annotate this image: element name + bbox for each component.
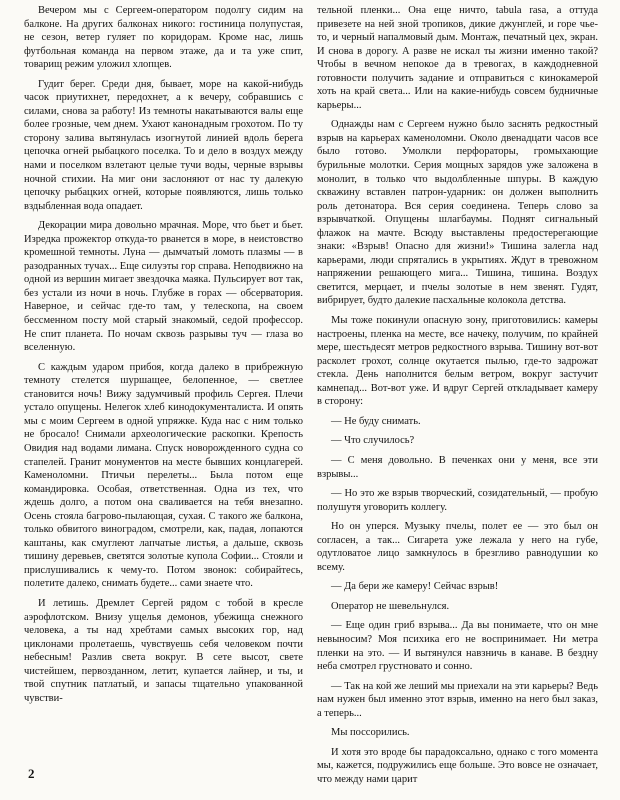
right-column bbox=[317, 4, 598, 785]
paragraph: Мы поссорились. bbox=[331, 727, 410, 739]
left-column bbox=[24, 4, 303, 756]
dialogue-line: — Так на кой же леший мы приехали на эти карьеры? Ведь нам нужен был именно этот взрыв, именно на него был заказ, а теперь... bbox=[317, 680, 598, 719]
paragraph: Однажды нам с Сергеем нужно было заснять редкостный взрыв на карьерах каменоломни. Около двенадцати часов все было готово. Умолкли перфораторы, громыхающие бурильные молотки. Серия мощных зарядов уже заложена в монолит, в только что выдолбленные шпуры. В каждую скважину вставлен патрон-ударник: он должен выполнить роль детонатора. Вся серия соединена. Теперь слово за взрывчаткой. Опущены шлагбаумы. Поднят сигнальный флажок на мачте. Всюду выставлены предостерегающие знаки: «Взрыв! Опасно для жизни!» Тишина залегла над карьерами, люди спрятались в укрытиях. Ждут в тревожном напряжении решающего мига... Тишина, тишина. Воздух светится, мерцает, и пчелы золотые в нем звенят. Гудят, вибрирует, будто далекие пасхальные колокола детства. bbox=[317, 119, 598, 307]
paragraph: Вечером мы с Сергеем-оператором подолгу сидим на балконе. На других балконах никого: гостиница полупустая, не сезон, ветер гуляет по коридорам. Кроме нас, лишь футбольная команда на первом этаже, да и та уже спит, товарищ режим уложил хлопцев. bbox=[24, 5, 303, 71]
dialogue-line: — Не буду снимать. bbox=[331, 415, 421, 427]
dialogue-line: — Но это же взрыв творческий, созидательный, — пробую полушутя уговорить коллегу. bbox=[317, 488, 598, 513]
dialogue-line: — С меня довольно. В печенках они у меня, все эти взрывы... bbox=[317, 454, 598, 480]
paragraph: Но он уперся. Музыку пчелы, полет ее — это был он согласен, а так... Сигарета уже лежала у него на губе, одутловатое лицо замкнулось в брезгливо равнодушии ко всему. bbox=[317, 521, 598, 573]
dialogue-line: — Что случилось? bbox=[331, 435, 415, 447]
paragraph: Оператор не шевельнулся. bbox=[331, 600, 450, 612]
paragraph: Гудит берег. Среди дня, бывает, море на какой-нибудь часок приутихнет, передохнет, а к вечеру, собравшись с силами, снова за работу! Из темноты накатываются валы еще более грозные, чем днем. Ухают канонадным грохотом. По ту сторону залива вытянулась изогнутой линией вдоль берега цепочка огней рыбацкого поселка. То и дело в воздух между нами и поселком взлетают целые тучи воды, черные взрывы ночной стихии. На миг они заслоняют от нас ту далекую цепочку рыбацких огней, которые появляются, лишь только вздыбленная вода опадает. bbox=[24, 78, 303, 212]
paragraph: Декорации мира довольно мрачная. Море, что бьет и бьет. Изредка прожектор откуда-то рванется в море, в неистовство кромешной темноты. Луна — дымчатый ломоть плазмы — в разодранных тучах... Еще силуэты гор справа. Неподвижно на одной из вершин мигает звездочка маяка. Пульсирует вот так, без устали из ночи в ночь. Глубже в горах — обсерватория. Наверное, и сейчас где-то там, у телескопа, на своем бессменном посту мой старый знакомый, седой профессор. Не спит планета. По ночам сквозь разрывы туч — глаза во вселенную. bbox=[24, 220, 303, 354]
dialogue-line: — Еще один гриб взрыва... Да вы понимаете, что он мне невыносим? Моя психика его не воспринимает. Ни метра пленки на это. — И вытянулся навзничь в канаве. В бездну неба смотрел грустновато и сонно. bbox=[317, 620, 598, 673]
paragraph: Мы тоже покинули опасную зону, приготовились: камеры настроены, пленка на месте, все начеку, получим, по крайней мере, шестьдесят метров редкостного взрыва. Тишину вот-вот расколет грохот, солнце окутается пылью, где-то задрожат стекла. День наполнится белым ветром, вокруг застучит камнепад... Вот-вот уже. И вдруг Сергей откладывает камеру в сторону: bbox=[317, 315, 598, 408]
paragraph-continuation: тельной пленки... Она еще ничто, tabula rasa, а оттуда привезете на ней зной тропиков, дикие джунглей, и горе чье-то, и черный напалмовый дым. Монтаж, печатный цех, экран. И снова в дорогу. А разве не искал ты жизни именно такой? Чтобы в вечном непокое да в тревогах, в каждодневной готовности получить задание и отправиться с кинокамерой хоть на край света... Или на какие-нибудь совсем будничные карьеры... bbox=[317, 5, 598, 111]
paragraph: С каждым ударом прибоя, когда далеко в прибрежную темноту стелется шуршащее, белопенное, — светлее становится ночь! Вижу задумчивый профиль Сергея. Плечи устало опущены. Нелегок хлеб кинодокументалиста. И опять мы с моим Сергеем в одной упряжке. Куда нас с ним только не бросало! Снимали археологические раскопки. Крепость Овидия над водами лимана. Спуск новорожденного судна со стапелей. Гранит монументов на месте бывших концлагерей. Каменоломни. Птичьи перелеты... Была потом еще командировка. Особая, ответственная. Одна из тех, что ждешь долго, а потом она сваливается на тебя внезапно. Осень стояла багрово-пылающая, сухая. С такого же балкона, только обвитого виноградом, смотрели, как, падая, лопаются каштаны, как смуглеют лапчатые листья, а дальше, сквозь тишину деревьев, светятся золотые купола Софии... Стояли и прислушивались к чему-то. Потом звонок: собирайтесь, полетите далеко, снимать будете... сами знаете что. bbox=[24, 361, 303, 590]
dialogue-line: — Да бери же камеру! Сейчас взрыв! bbox=[331, 581, 499, 593]
paragraph: И летишь. Дремлет Сергей рядом с тобой в кресле аэрофлотском. Внизу ущелья демонов, убежища снежного человека, а ты над хребтами самых высоких гор, над циклонами пролетаешь, чувствуешь себя человеком почти небесным! Разлив света вокруг. В сете высот, свете чистейшем, первозданном, летит, купается лайнер, и ты, и твой спутник патлатый, и запасы тщательно упакованной чувстви- bbox=[24, 597, 303, 704]
page-number: 2 bbox=[28, 766, 35, 781]
paragraph: И хотя это вроде бы парадоксально, однако с того момента мы, кажется, подружились еще больше. Это вовсе не означает, что между нами царит bbox=[317, 746, 598, 785]
